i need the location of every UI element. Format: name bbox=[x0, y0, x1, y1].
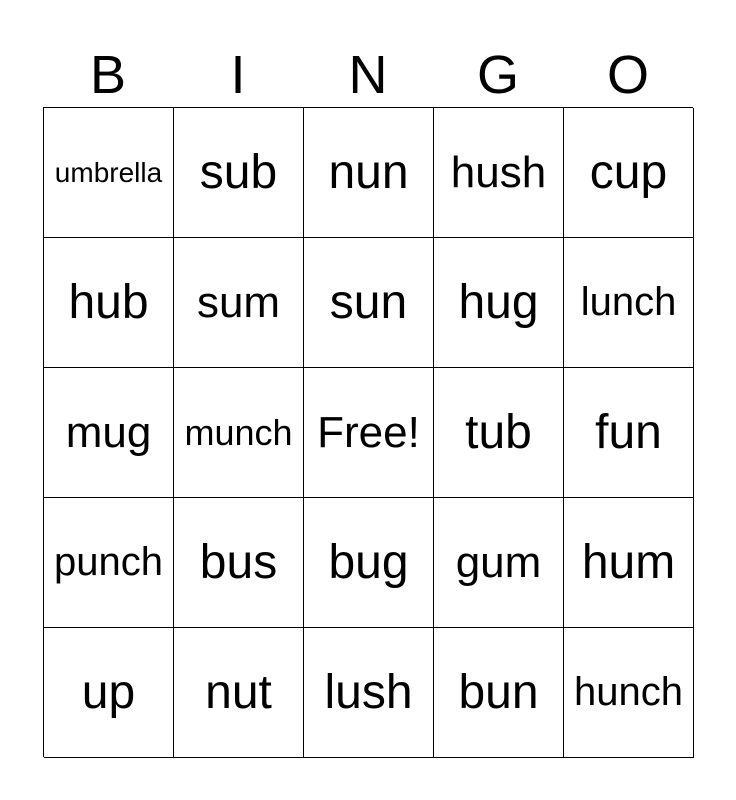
bingo-cell[interactable]: umbrella bbox=[44, 108, 174, 238]
bingo-cell[interactable]: fun bbox=[564, 368, 694, 498]
bingo-cell[interactable]: hum bbox=[564, 498, 694, 628]
bingo-cell[interactable]: munch bbox=[174, 368, 304, 498]
free-space-cell[interactable]: Free! bbox=[304, 368, 434, 498]
bingo-header bbox=[43, 42, 693, 108]
bingo-cell[interactable]: sum bbox=[174, 238, 304, 368]
bingo-cell[interactable]: tub bbox=[434, 368, 564, 498]
bingo-cell[interactable]: hunch bbox=[564, 628, 694, 758]
header-letter-n: N bbox=[348, 45, 388, 105]
bingo-cell[interactable]: hush bbox=[434, 108, 564, 238]
bingo-board bbox=[43, 107, 693, 757]
header-letter-b: B bbox=[89, 45, 127, 105]
bingo-cell[interactable]: lunch bbox=[564, 238, 694, 368]
bingo-cell[interactable]: bun bbox=[434, 628, 564, 758]
bingo-cell[interactable]: sub bbox=[174, 108, 304, 238]
bingo-cell[interactable]: cup bbox=[564, 108, 694, 238]
bingo-cell[interactable]: nut bbox=[174, 628, 304, 758]
bingo-cell[interactable]: bug bbox=[304, 498, 434, 628]
bingo-cell[interactable]: lush bbox=[304, 628, 434, 758]
header-letter-g: G bbox=[476, 45, 519, 105]
header-letter-o: O bbox=[606, 45, 649, 105]
bingo-cell[interactable]: gum bbox=[434, 498, 564, 628]
bingo-cell[interactable]: bus bbox=[174, 498, 304, 628]
header-letter-i: I bbox=[230, 45, 246, 105]
bingo-cell[interactable]: hug bbox=[434, 238, 564, 368]
bingo-cell[interactable]: up bbox=[44, 628, 174, 758]
bingo-cell[interactable]: sun bbox=[304, 238, 434, 368]
bingo-cell[interactable]: mug bbox=[44, 368, 174, 498]
bingo-cell[interactable]: punch bbox=[44, 498, 174, 628]
bingo-cell[interactable]: nun bbox=[304, 108, 434, 238]
bingo-cell[interactable]: hub bbox=[44, 238, 174, 368]
